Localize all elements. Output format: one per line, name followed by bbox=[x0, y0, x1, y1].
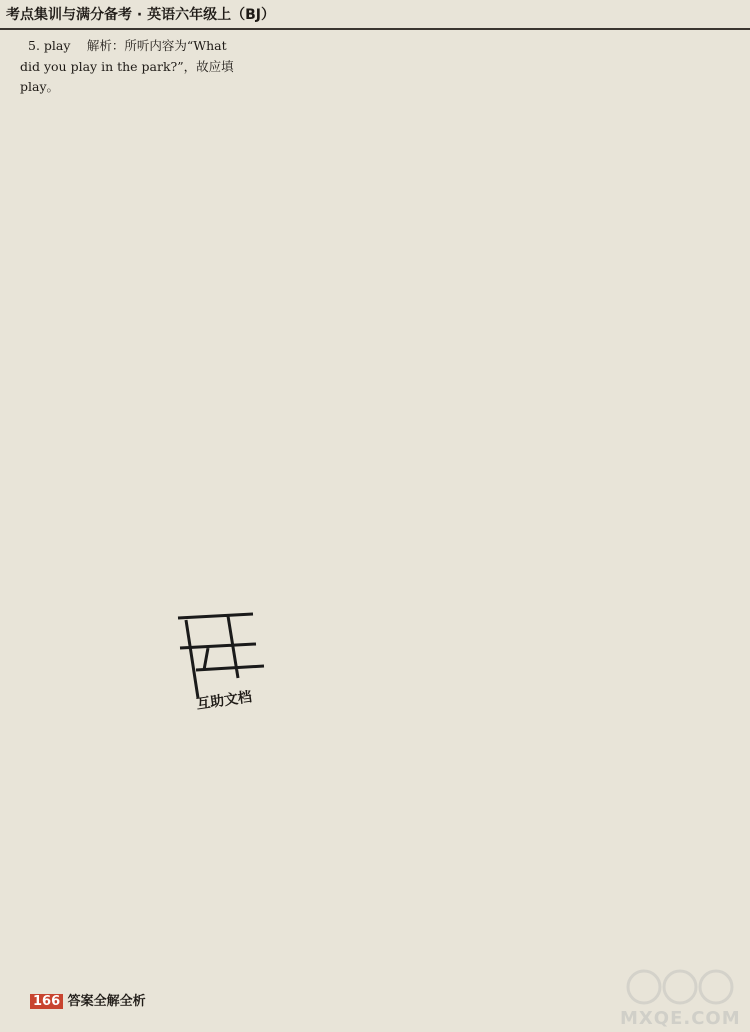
stamp-text: 互助文档 bbox=[195, 689, 253, 713]
page-header bbox=[0, 0, 750, 30]
page-footer bbox=[30, 990, 146, 1010]
answer-line: 5. play 解析：所听内容为“What bbox=[28, 38, 227, 53]
watermark-text: MXQE.COM bbox=[620, 1008, 741, 1029]
answer-column-left bbox=[12, 36, 262, 98]
book-title: 考点集训与满分备考 · 英语六年级上（BJ） bbox=[6, 7, 275, 23]
answer-line: did you play in the park?”，故应填 bbox=[20, 58, 234, 74]
answer-line: play。 bbox=[20, 79, 60, 95]
footer-label: 答案全解全析 bbox=[67, 994, 146, 1009]
page-number: 166 bbox=[30, 994, 63, 1009]
